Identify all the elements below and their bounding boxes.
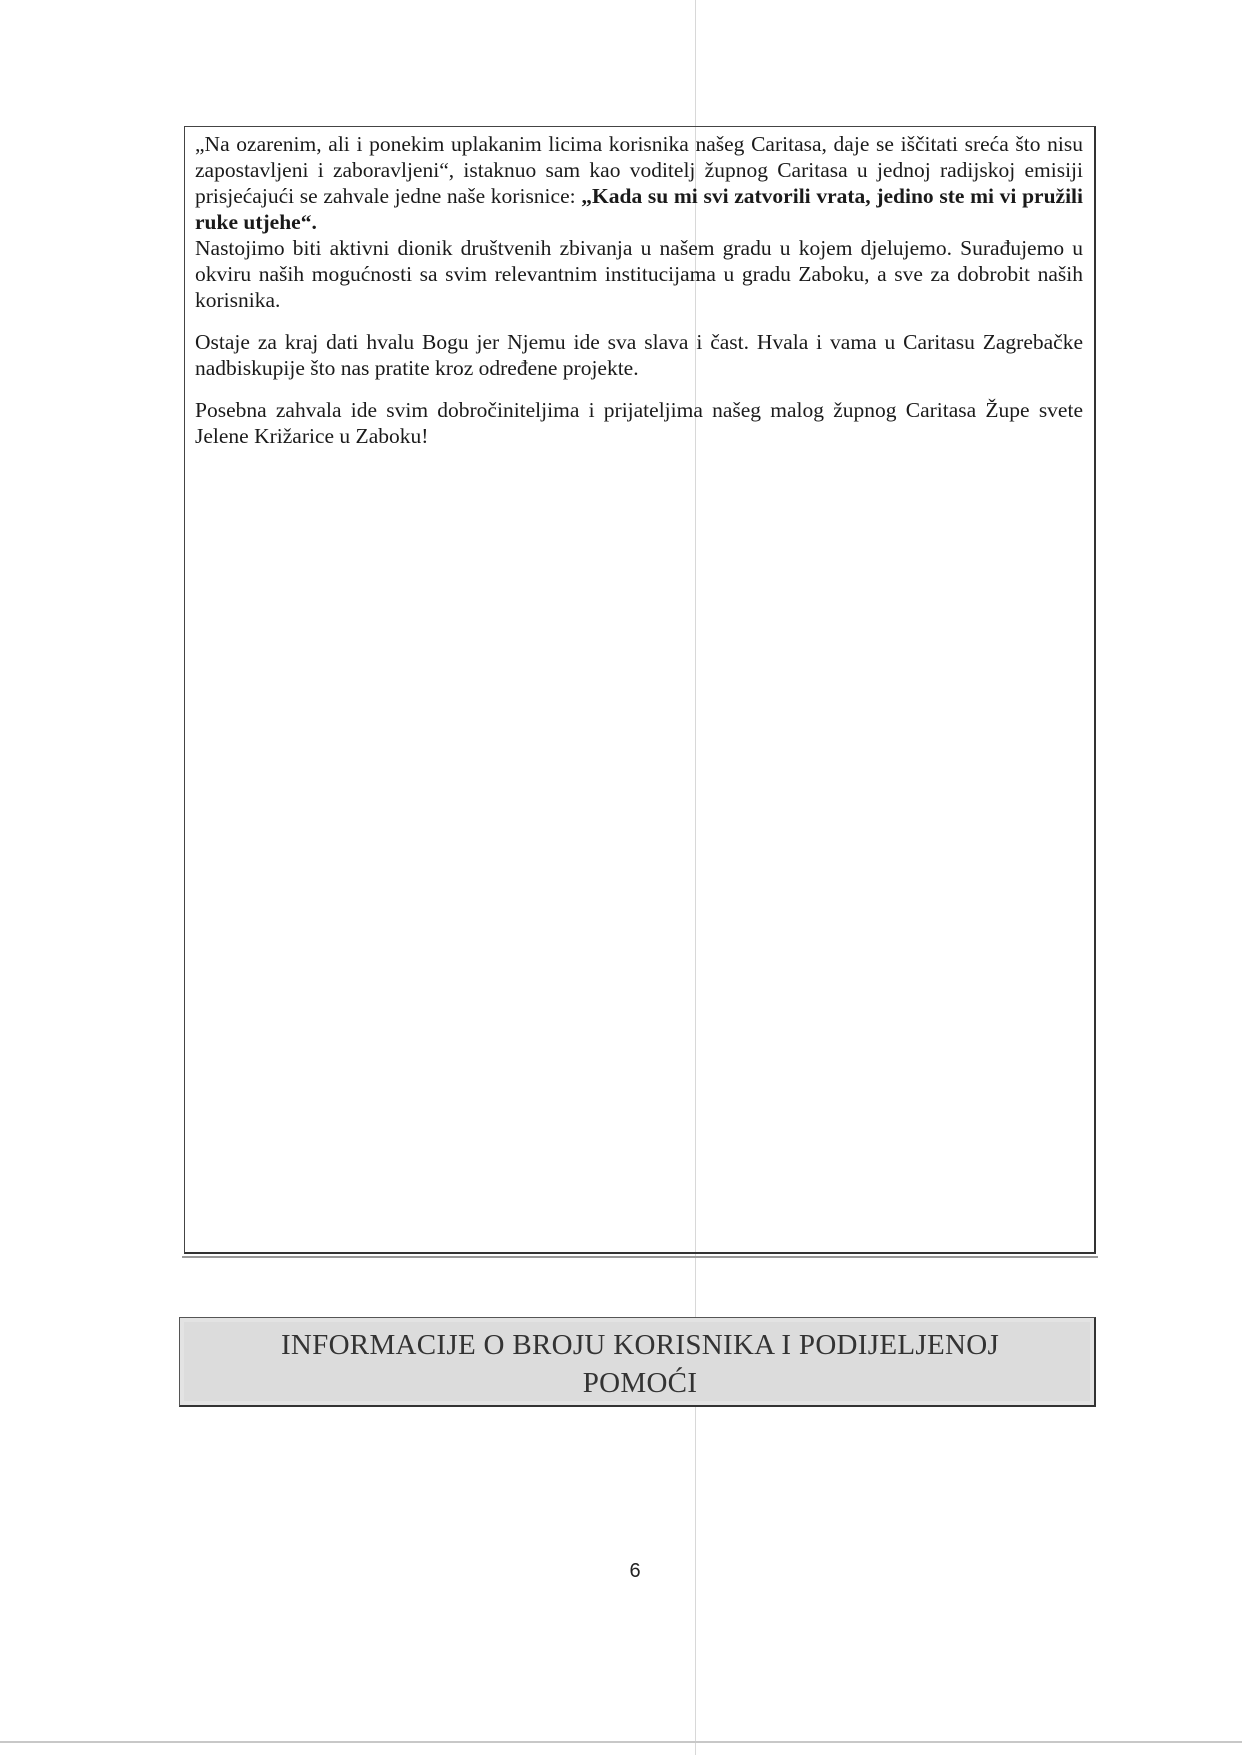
section-banner	[179, 1317, 1096, 1407]
paragraph-4: Posebna zahvala ide svim dobročiniteljima i prijateljima našeg malog župnog Caritasa Župe svete Jelene Križarice u Zaboku!	[195, 398, 1083, 448]
paragraph-1	[195, 131, 1083, 235]
text-frame-shadow	[182, 1256, 1098, 1258]
banner-title-line-1: INFORMACIJE O BROJU KORISNIKA I PODIJELJENOJ	[280, 1329, 1000, 1361]
text-frame	[184, 126, 1096, 1254]
paragraph-3: Ostaje za kraj dati hvalu Bogu jer Njemu ide sva slava i čast. Hvala i vama u Caritasu Zagrebačke nadbiskupije što nas pratite kroz određene projekte.	[195, 330, 1083, 380]
scan-bottom-edge	[0, 1741, 1242, 1743]
banner-title-line-2: POMOĆI	[582, 1367, 698, 1399]
body-text	[195, 131, 1083, 449]
page-number: 6	[629, 1560, 641, 1582]
paragraph-1-quote: „Kada su mi svi zatvorili vrata, jedino ste mi vi pružili ruke utjehe“.	[195, 184, 1083, 234]
paragraph-2: Nastojimo biti aktivni dionik društvenih zbivanja u našem gradu u kojem djelujemo. Surađujemo u okviru naših mogućnosti sa svim relevantnim institucijama u gradu Zaboku, a sve za dobrobit naših korisnika.	[195, 236, 1083, 312]
paragraph-1-intro: „Na ozarenim, ali i ponekim uplakanim licima korisnika našeg Caritasa, daje se iščitati sreća što nisu zapostavljeni i zaboravljeni“, istaknuo sam kao voditelj župnog Caritasa u jednoj radijskoj emisiji prisjećajući se zahvale jedne naše korisnice:	[195, 132, 1083, 208]
banner-title	[240, 1326, 1040, 1402]
